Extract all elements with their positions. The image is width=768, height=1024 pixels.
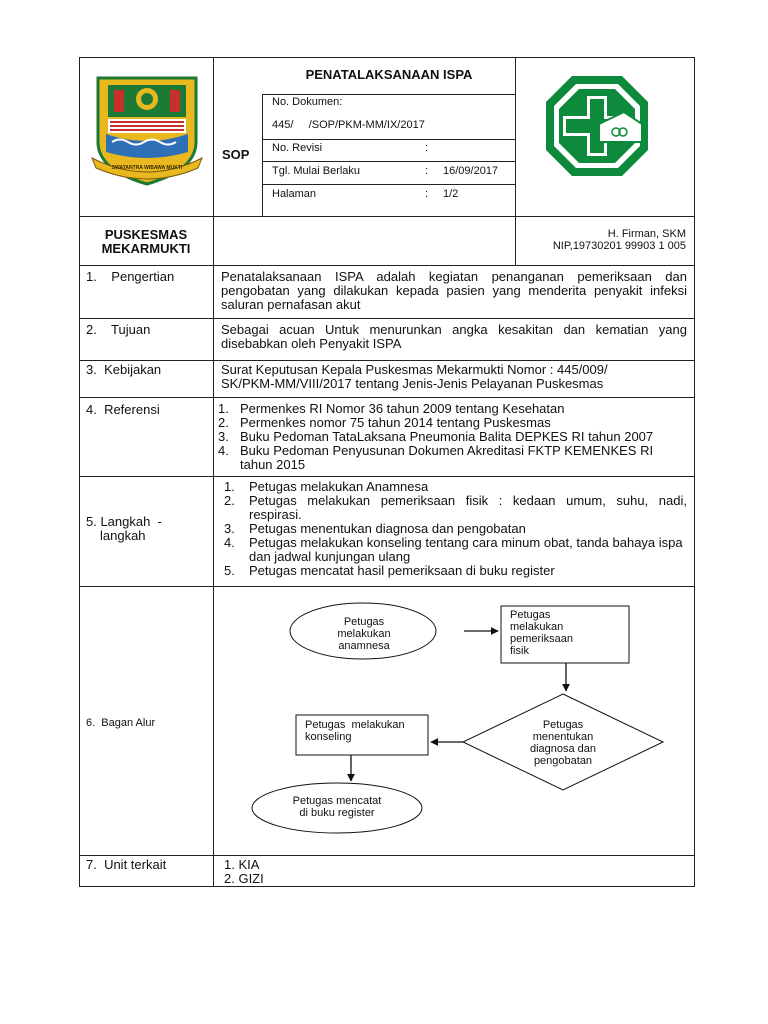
bagan-alur-label: 6. Bagan Alur bbox=[86, 717, 156, 729]
flow-node-register: Petugas mencatat di buku register bbox=[292, 795, 382, 819]
unit-terkait-label: 7. Unit terkait bbox=[86, 857, 167, 872]
start-date-colon: : bbox=[425, 165, 429, 177]
langkah-text: Petugas melakukan pemeriksaan fisik : kedaan umum, suhu, nadi, respirasi. bbox=[249, 493, 687, 522]
start-date-value: 16/09/2017 bbox=[443, 165, 499, 177]
langkah-num: 2. bbox=[224, 493, 235, 508]
kebijakan-label: 3. Kebijakan bbox=[86, 362, 162, 377]
referensi-text: Buku Pedoman Penyusunan Dokumen Akreditasi FKTP KEMENKES RI tahun 2015 bbox=[240, 443, 654, 472]
doc-no-label: No. Dokumen: bbox=[272, 96, 343, 108]
langkah-label-line1: 5. Langkah - bbox=[86, 514, 162, 529]
referensi-label: 4. Referensi bbox=[86, 402, 160, 417]
pengertian-text: Penatalaksanaan ISPA adalah kegiatan penanganan pemeriksaan dan pengobatan yang dilakukan kepada pasien yang menderita penyakit infeksi saluran pernafasan akut bbox=[221, 269, 687, 312]
kebijakan-text: Surat Keputusan Kepala Puskesmas Mekarmukti Nomor : 445/009/ SK/PKM-MM/VIII/2017 tentang Jenis-Jenis Pelayanan Puskesmas bbox=[221, 362, 608, 391]
org-name-line1: PUSKESMAS bbox=[104, 227, 188, 242]
tujuan-label: 2. Tujuan bbox=[86, 322, 151, 337]
langkah-text: Petugas menentukan diagnosa dan pengobatan bbox=[249, 521, 526, 536]
langkah-text: Petugas melakukan konseling tentang cara minum obat, tanda bahaya ispa dan jadwal kunjungan ulang bbox=[249, 535, 683, 564]
emblem-motto: SWATANTRA WIBAWA MUKTI bbox=[111, 165, 183, 171]
flow-node-pemeriksaan: Petugas melakukan pemeriksaan fisik bbox=[510, 609, 573, 657]
page-label: Halaman bbox=[272, 188, 317, 200]
langkah-label-line2: langkah bbox=[100, 528, 146, 543]
langkah-text: Petugas melakukan Anamnesa bbox=[249, 479, 429, 494]
referensi-text: Permenkes RI Nomor 36 tahun 2009 tentang Kesehatan bbox=[240, 401, 565, 416]
langkah-text: Petugas mencatat hasil pemeriksaan di buku register bbox=[249, 563, 555, 578]
langkah-num: 1. bbox=[224, 479, 235, 494]
referensi-num: 1. bbox=[218, 401, 229, 416]
flow-node-konseling: Petugas melakukan konseling bbox=[305, 719, 408, 743]
tujuan-text: Sebagai acuan Untuk menurunkan angka kesakitan dan kematian yang disebabkan oleh Penyakit ISPA bbox=[221, 322, 687, 351]
referensi-text: Buku Pedoman TataLaksana Pneumonia Balita DEPKES RI tahun 2007 bbox=[240, 429, 654, 444]
referensi-num: 3. bbox=[218, 429, 229, 444]
referensi-num: 2. bbox=[218, 415, 229, 430]
start-date-label: Tgl. Mulai Berlaku bbox=[272, 165, 361, 177]
revision-colon: : bbox=[425, 142, 429, 154]
document-title: PENATALAKSANAAN ISPA bbox=[305, 67, 473, 82]
referensi-text: Permenkes nomor 75 tahun 2014 tentang Puskesmas bbox=[240, 415, 551, 430]
pengertian-label: 1. Pengertian bbox=[86, 269, 175, 284]
sop-label: SOP bbox=[222, 147, 250, 162]
org-name-line2: MEKARMUKTI bbox=[101, 241, 191, 256]
langkah-num: 4. bbox=[224, 535, 235, 550]
signer-nip: NIP,19730201 99903 1 005 bbox=[552, 240, 686, 252]
referensi-num: 4. bbox=[218, 443, 229, 458]
flow-node-anamnesa: Petugas melakukan anamnesa bbox=[337, 616, 391, 652]
doc-no-value: 445/ /SOP/PKM-MM/IX/2017 bbox=[272, 119, 425, 131]
unit-terkait-item: 1. KIA bbox=[224, 857, 260, 872]
flow-node-diagnosa: Petugas menentukan diagnosa dan pengobatan bbox=[529, 719, 597, 767]
page-value: 1/2 bbox=[443, 188, 459, 200]
page-colon: : bbox=[425, 188, 429, 200]
langkah-num: 5. bbox=[224, 563, 235, 578]
langkah-num: 3. bbox=[224, 521, 235, 536]
unit-terkait-item: 2. GIZI bbox=[224, 871, 264, 886]
revision-label: No. Revisi bbox=[272, 142, 323, 154]
signer-name: H. Firman, SKM bbox=[607, 228, 686, 240]
